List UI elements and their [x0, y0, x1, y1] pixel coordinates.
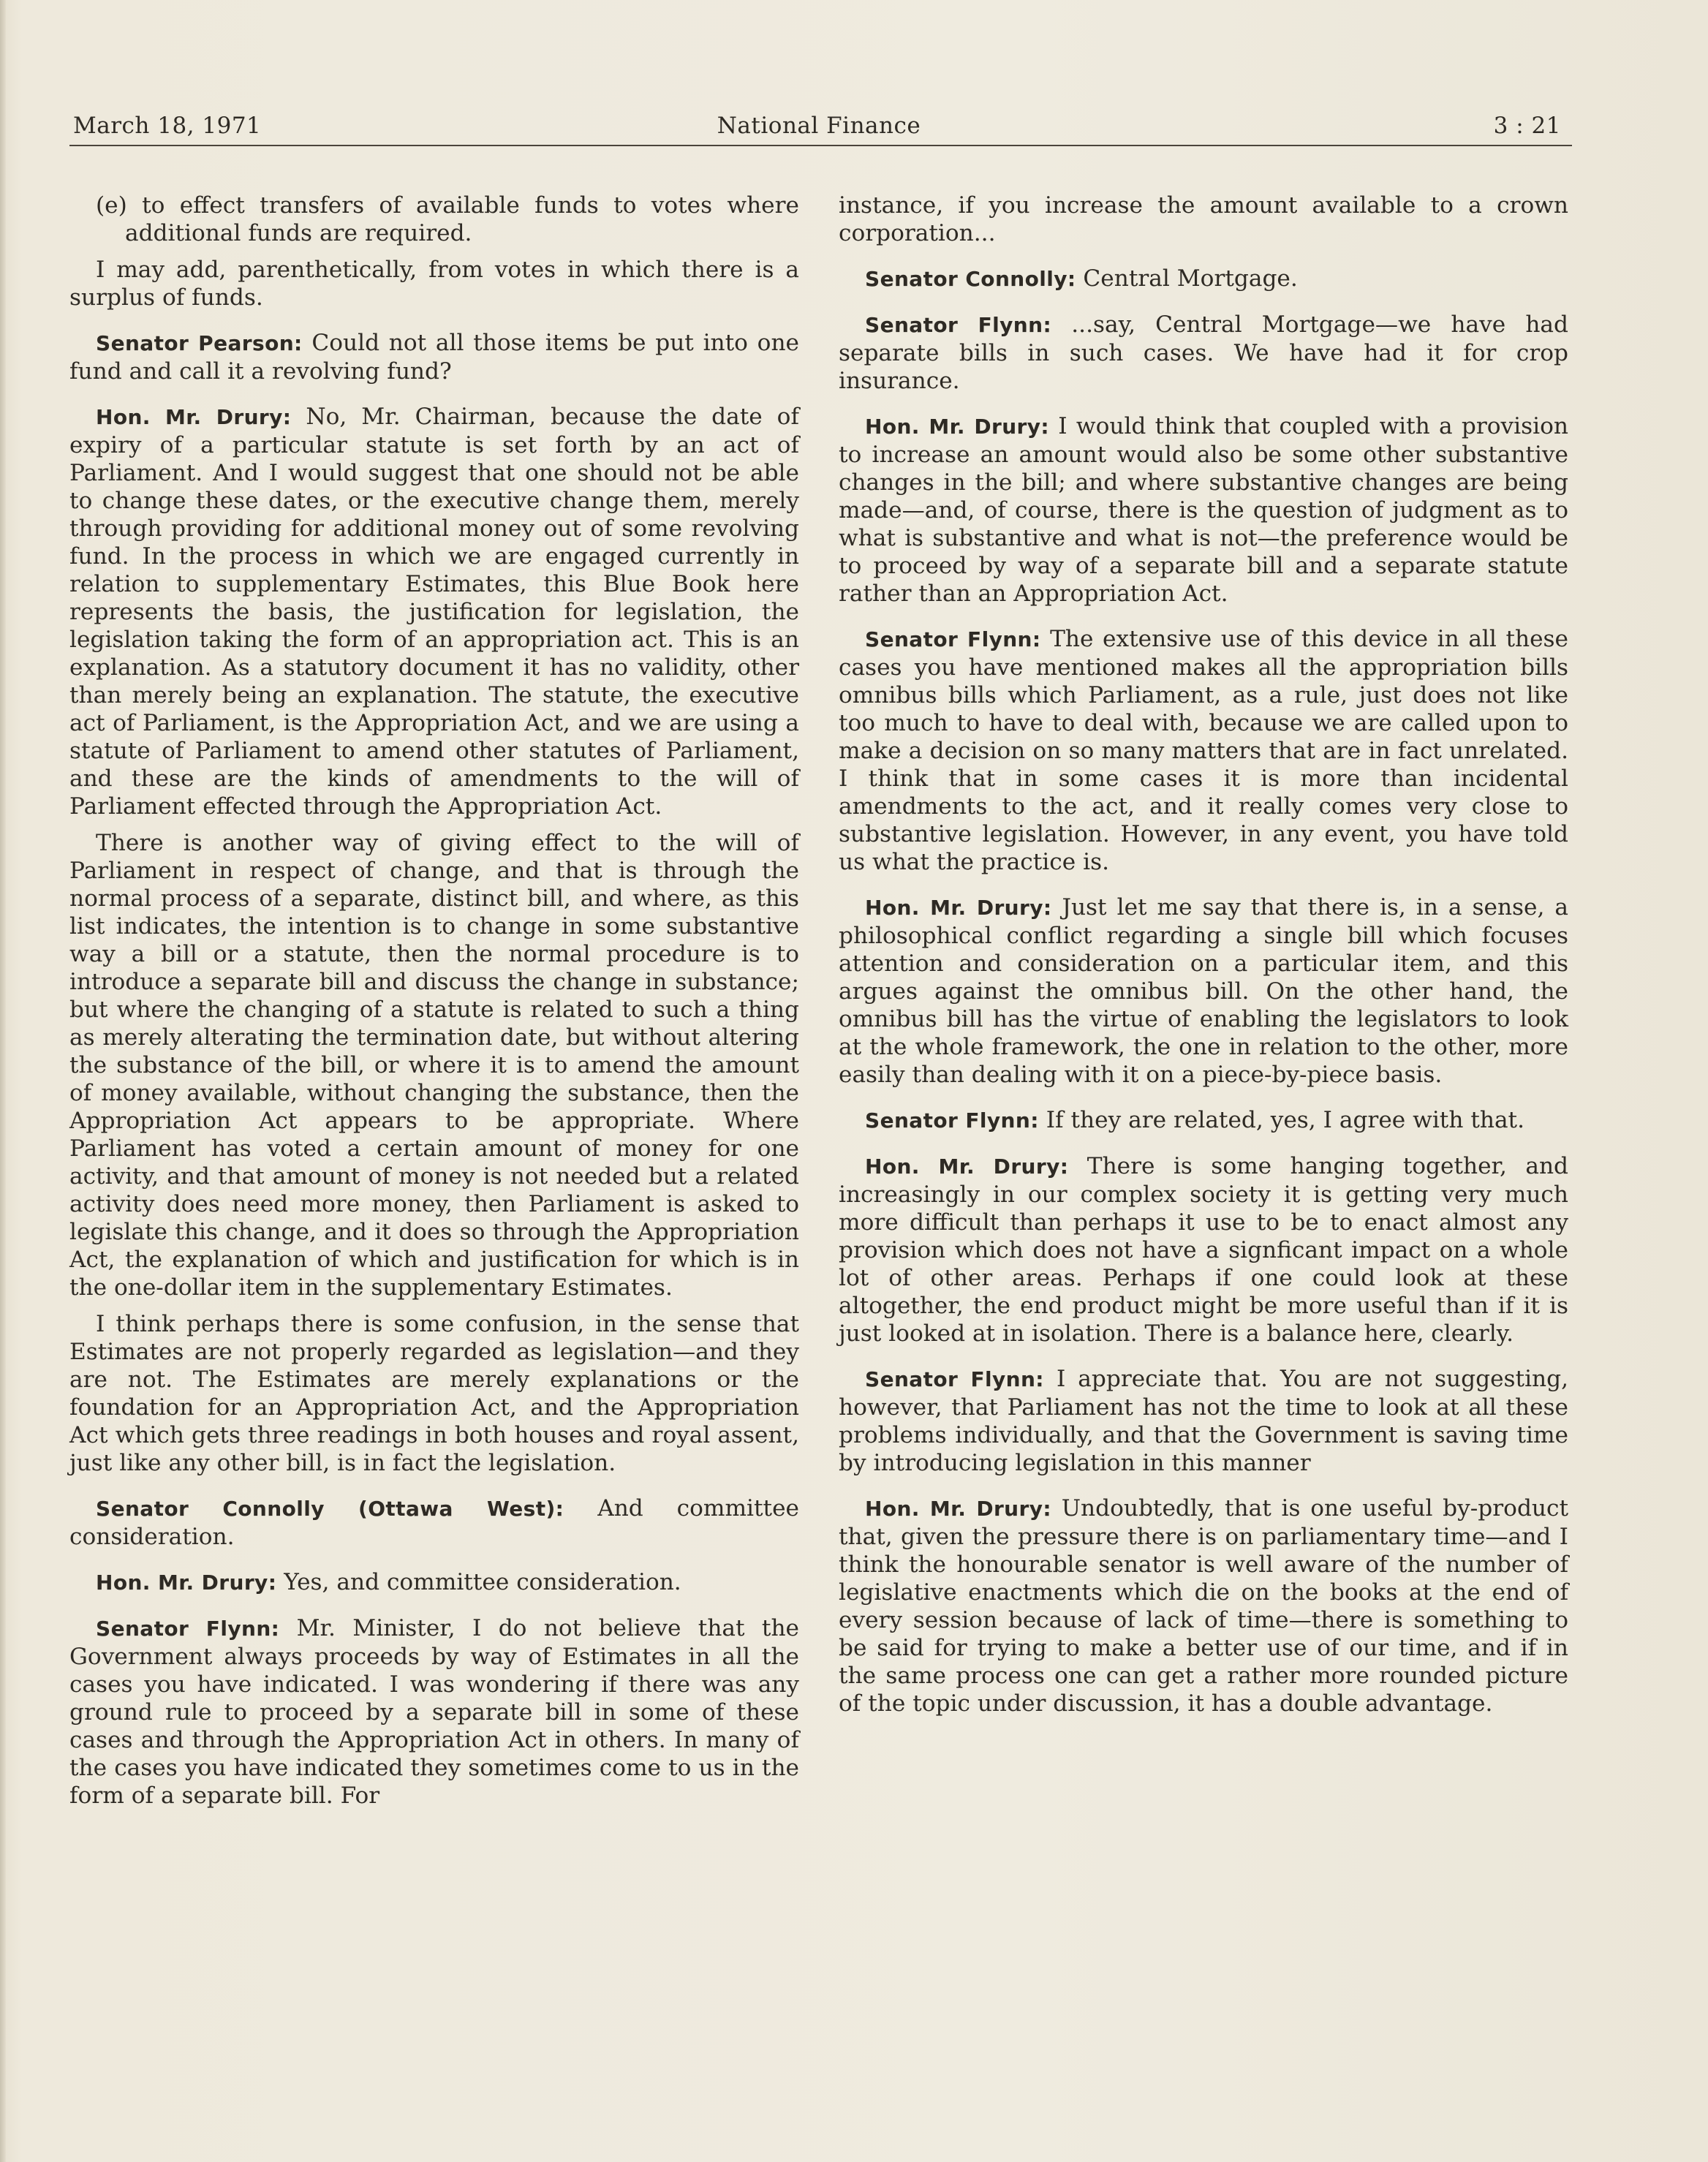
speaker-name: Hon. Mr. Drury:: [865, 1154, 1069, 1179]
header-rule: [69, 145, 1572, 146]
speaker-name: Senator Flynn:: [865, 1108, 1039, 1133]
header-title: National Finance: [717, 113, 921, 139]
speech-paragraph: Senator Connolly (Ottawa West): And committee consideration.: [69, 1495, 799, 1550]
header-date: March 18, 1971: [73, 113, 262, 139]
paragraph: (e) to effect transfers of available funds to votes where additional funds are required.: [96, 192, 799, 246]
header-page-number: 3 : 21: [1493, 113, 1561, 139]
speech-paragraph: Hon. Mr. Drury: Just let me say that there is, in a sense, a philosophical conflict regarding a single bill which focuses attention and consideration on a particular item, and this argues against the omnibus bill. On the other hand, the omnibus bill has the virtue of enabling the legislators to look at the whole framework, the one in relation to the other, more easily than dealing with it on a piece-by-piece basis.: [839, 894, 1568, 1088]
speech-paragraph: Senator Connolly: Central Mortgage.: [865, 265, 1298, 292]
speaker-name: Hon. Mr. Drury:: [865, 1497, 1051, 1521]
speech-paragraph: Senator Flynn: ...say, Central Mortgage—we have had separate bills in such cases. We have had it for crop insurance.: [839, 311, 1568, 394]
speech-paragraph: Senator Flynn: Mr. Minister, I do not believe that the Government always proceeds by way of Estimates in all the cases you have indicated. I was wondering if there was any ground rule to proceed by a separate bill in some of these cases and through the Appropriation Act in others. In many of the cases you have indicated they sometimes come to us in the form of a separate bill. For: [69, 1615, 799, 1809]
speaker-name: Senator Connolly (Ottawa West):: [96, 1497, 564, 1521]
speech-paragraph: Senator Flynn: If they are related, yes, I agree with that.: [865, 1107, 1525, 1133]
speaker-name: Hon. Mr. Drury:: [96, 1571, 277, 1595]
speech-paragraph: Senator Flynn: The extensive use of this device in all these cases you have mentioned makes all the appropriation bills omnibus bills which Parliament, as a rule, just does not like too much to have to deal with, because we are called upon to make a decision on so many matters that are in fact unrelated. I think that in some cases it is more than incidental amendments to the act, and it really comes very close to substantive legislation. However, in any event, you have told us what the practice is.: [839, 626, 1568, 875]
speech-paragraph: Hon. Mr. Drury: There is some hanging together, and increasingly in our complex society it is getting very much more difficult than perhaps it use to be to enact almost any provision which does not have a signficant impact on a whole lot of other areas. Perhaps if one could look at these altogether, the end product might be more useful than if it is just looked at in isolation. There is a balance here, clearly.: [839, 1153, 1569, 1347]
paragraph: I may add, parenthetically, from votes in which there is a surplus of funds.: [69, 257, 799, 311]
speech-paragraph: Hon. Mr. Drury: No, Mr. Chairman, because the date of expiry of a particular statute is set forth by an act of Parliament. And I would suggest that one should not be able to change these dates, or the executive change them, merely through providing for additional money out of some revolving fund. In the process in which we are engaged currently in relation to supplementary Estimates, this Blue Book here represents the basis, the justification for legislation, the legislation taking the form of an appropriation act. This is an explanation. As a statutory document it has no validity, other than merely being an explanation. The statute, the executive act of Parliament, is the Appropriation Act, and we are using a statute of Parliament to amend other statutes of Parliament, and these are the kinds of amendments to the will of Parliament effected through the Appropriation Act.: [69, 404, 799, 820]
speaker-name: Hon. Mr. Drury:: [865, 415, 1050, 439]
speaker-name: Senator Flynn:: [865, 313, 1052, 337]
speaker-name: Senator Connolly:: [865, 267, 1076, 291]
speaker-name: Hon. Mr. Drury:: [96, 405, 292, 429]
speaker-name: Senator Pearson:: [96, 331, 303, 355]
speech-paragraph: Hon. Mr. Drury: Undoubtedly, that is one useful by-product that, given the pressure there is on parliamentary time—and I think the honourable senator is well aware of the number of legislative enactments which die on the books at the end of every session because of lack of time—there is something to be said for trying to make a better use of our time, and if in the same process one can get a rather more rounded picture of the topic under discussion, it has a double advantage.: [839, 1495, 1569, 1717]
speaker-name: Hon. Mr. Drury:: [865, 896, 1052, 920]
speech-paragraph: Hon. Mr. Drury: Yes, and committee consideration.: [96, 1569, 681, 1595]
paragraph: There is another way of giving effect to the will of Parliament in respect of change, and that is through the normal process of a separate, distinct bill, and where, as this list indicates, the intention is to change in some substantive way a bill or a statute, then the normal procedure is to introduce a separate bill and discuss the change in substance; but where the changing of a statute is related to such a thing as merely alterating the termination date, but without altering the substance of the bill, or where it is to amend the amount of money available, without changing the substance, then the Appropriation Act appears to be appropriate. Where Parliament has voted a certain amount of money for one activity, and that amount of money is not needed but a related activity does need more money, then Parliament is asked to legislate this change, and it does so through the Appropriation Act, the explanation of which and justification for which is in the one-dollar item in the supplementary Estimates.: [69, 830, 799, 1301]
speech-paragraph: Senator Pearson: Could not all those items be put into one fund and call it a revolving fund?: [69, 330, 799, 385]
running-header: [69, 110, 1568, 145]
paragraph: instance, if you increase the amount available to a crown corporation...: [839, 192, 1568, 246]
left-column: [69, 192, 799, 1818]
speaker-name: Senator Flynn:: [865, 1367, 1044, 1391]
right-column: [839, 192, 1568, 1726]
speech-paragraph: Senator Flynn: I appreciate that. You are not suggesting, however, that Parliament has not the time to look at all these problems individually, and that the Government is saving time by introducing legislation in this manner: [839, 1366, 1569, 1476]
page-spine-edge: [0, 0, 6, 2162]
paragraph: I think perhaps there is some confusion, in the sense that Estimates are not properly regarded as legislation—and they are not. The Estimates are merely explanations or the foundation for an Appropriation Act, and the Appropriation Act which gets three readings in both houses and royal assent, just like any other bill, is in fact the legislation.: [69, 1311, 799, 1476]
speech-paragraph: Hon. Mr. Drury: I would think that coupled with a provision to increase an amount would also be some other substantive changes in the bill; and where substantive changes are being made—and, of course, there is the question of judgment as to what is substantive and what is not—the preference would be to proceed by way of a separate bill and a separate statute rather than an Appropriation Act.: [839, 413, 1568, 607]
speaker-name: Senator Flynn:: [96, 1617, 280, 1641]
speaker-name: Senator Flynn:: [865, 627, 1041, 651]
